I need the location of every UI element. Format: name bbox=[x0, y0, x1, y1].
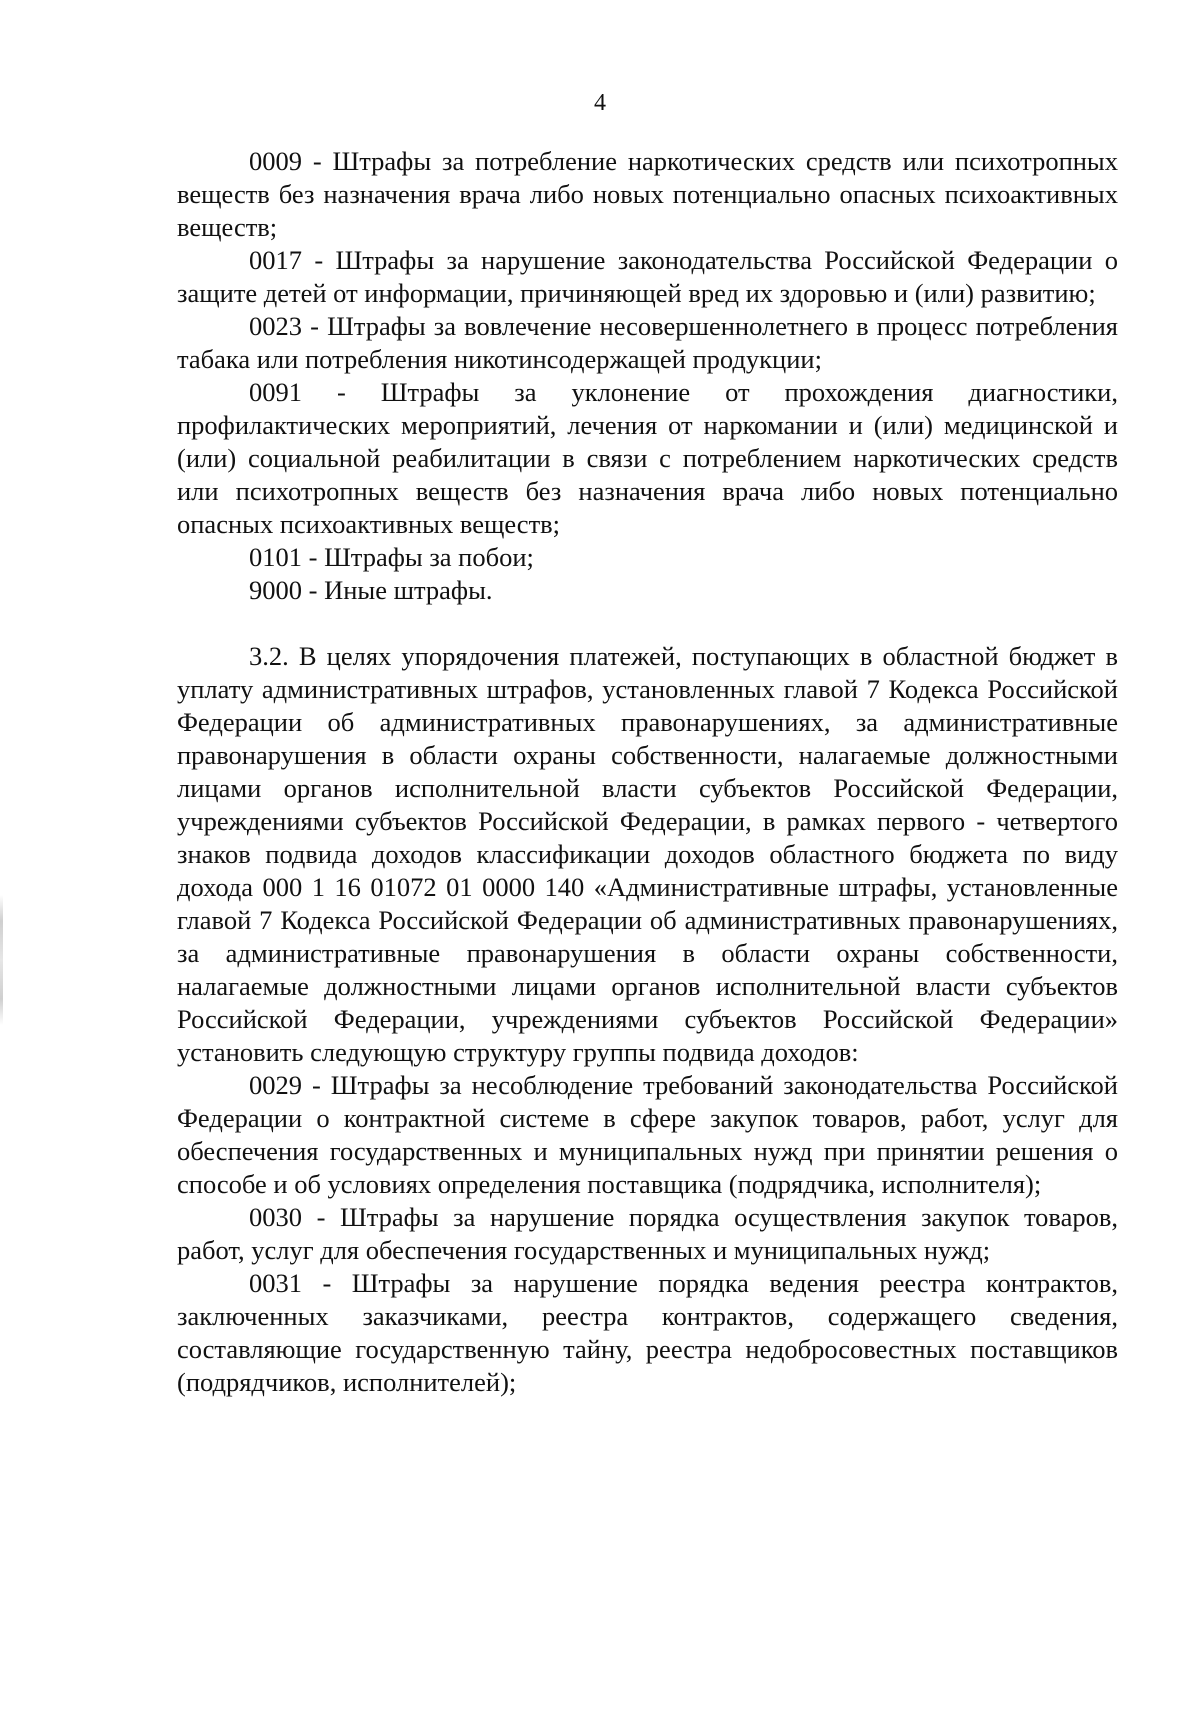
scan-edge-mark bbox=[0, 895, 3, 1025]
paragraph-code-9000: 9000 - Иные штрафы. bbox=[249, 575, 493, 605]
paragraph-code-0017: 0017 - Штрафы за нарушение законодательства Российской Федерации о защите детей от информации, причиняющей вред их здоровью и (или) развитию; bbox=[177, 245, 1118, 308]
paragraph-code-0031: 0031 - Штрафы за нарушение порядка ведения реестра контрактов, заключенных заказчиками, реестра контрактов, содержащего сведения, составляющие государственную тайну, реестра недобросовестных поставщиков (подрядчиков, исполнителей); bbox=[177, 1268, 1118, 1397]
paragraph-code-0091: 0091 - Штрафы за уклонение от прохождения диагностики, профилактических мероприятий, лечения от наркомании и (или) медицинской и (или) социальной реабилитации в связи с потреблением наркотических средств или психотропных веществ без назначения врача либо новых потенциально опасных психоактивных веществ; bbox=[177, 377, 1118, 539]
paragraph-code-0009: 0009 - Штрафы за потребление наркотических средств или психотропных веществ без назначения врача либо новых потенциально опасных психоактивных веществ; bbox=[177, 146, 1118, 242]
paragraph-code-0029: 0029 - Штрафы за несоблюдение требований законодательства Российской Федерации о контрактной системе в сфере закупок товаров, работ, услуг для обеспечения государственных и муниципальных нужд при принятии решения о способе и об условиях определения поставщика (подрядчика, исполнителя); bbox=[177, 1070, 1118, 1199]
paragraph-section-3-2: 3.2. В целях упорядочения платежей, поступающих в областной бюджет в уплату административных штрафов, установленных главой 7 Кодекса Российской Федерации об административных правонарушениях, за административные правонарушения в области охраны собственности, налагаемые должностными лицами органов исполнительной власти субъектов Российской Федерации, учреждениями субъектов Российской Федерации, в рамках первого - четвертого знаков подвида доходов классификации доходов областного бюджета по виду дохода 000 1 16 01072 01 0000 140 «Административные штрафы, установленные главой 7 Кодекса Российской Федерации об административных правонарушениях, за административные правонарушения в области охраны собственности, налагаемые должностными лицами органов исполнительной власти субъектов Российской Федерации, учреждениями субъектов Российской Федерации» установить следующую структуру группы подвида доходов: bbox=[177, 641, 1118, 1067]
paragraph-code-0101: 0101 - Штрафы за побои; bbox=[249, 542, 534, 572]
page-number: 4 bbox=[594, 90, 606, 116]
document-body bbox=[177, 145, 1118, 1399]
paragraph-code-0030: 0030 - Штрафы за нарушение порядка осуществления закупок товаров, работ, услуг для обеспечения государственных и муниципальных нужд; bbox=[177, 1202, 1118, 1265]
paragraph-code-0023: 0023 - Штрафы за вовлечение несовершеннолетнего в процесс потребления табака или потребления никотинсодержащей продукции; bbox=[177, 311, 1118, 374]
